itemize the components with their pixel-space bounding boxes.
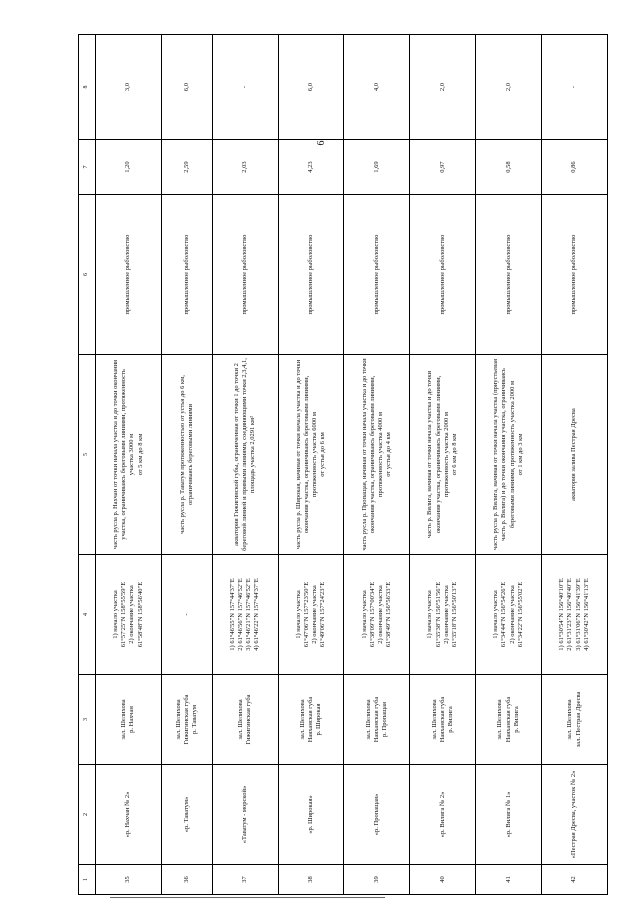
area-description: часть русла р. Нахчан от точки начала участка и до точки окончания участка, ограничиваясь береговыми линиями, протяженность участка 3000 м от 5 км до 8 км [96,355,162,555]
area-name: «Пестрая Дресва, участок № 2» [542,765,608,865]
page-number: 6 [316,140,327,146]
table-row [96,35,162,895]
area-name: «р. Вилига № 1» [476,765,542,865]
area-amount: 6,0 [278,35,344,140]
area-location: зал. Шелихова Гижигинская губа р. Таватум [161,675,212,765]
area-purpose: промышленное рыболовство [542,195,608,355]
row-number: 42 [542,865,608,895]
table-row [161,35,212,895]
area-coordinates: 1) 61°46'55"N 157°44'37"E 2) 61°46'56"N 157°46'52"E 3) 61°46'21"N 157°46'52"E 4) 61°46'22"N 157°44'37"E [212,555,278,675]
area-amount: 2,0 [410,35,476,140]
area-purpose: промышленное рыболовство [161,195,212,355]
rotated-table-container [78,35,608,895]
table-row [344,35,410,895]
header-row [79,35,96,895]
area-size: 2,59 [161,140,212,195]
table-row [278,35,344,895]
row-number: 35 [96,865,162,895]
area-location: зал. Шелихова зал. Пестрая Дресва [542,675,608,765]
area-location: зал. Шелихова Гижигинская губа [212,675,278,765]
area-purpose: промышленное рыболовство [344,195,410,355]
table-row [476,35,542,895]
area-amount: 3,0 [96,35,162,140]
area-description: акватория Гижигинской губы, ограниченная от точки 1 до точки 2 береговой линией и прямыми линиями, соединяющими точки 2,3,4,1, площадь участка 2,0291 км² [212,355,278,555]
area-coordinates: 1) начало участка 61°34'44"N 156°54'26"E 2) окончание участка 61°34'22"N 156°55'02"E [476,555,542,675]
header-cell: 2 [79,765,96,865]
area-description: часть русла р. Вилига, начиная от точки начала участка (приустьевая часть р. Вилига) и до точки окончания участка, ограничиваясь береговыми линиями, протяженность участка 2000 м от 1 км до 3 км [476,355,542,555]
table-row [410,35,476,895]
row-number: 38 [278,865,344,895]
header-cell: 5 [79,355,96,555]
area-size: 4,23 [278,140,344,195]
row-number: 41 [476,865,542,895]
area-coordinates: 1) начало участка 61°57'25"N 158°55'59"E 2) окончание участка 61°58'48"N 158°56'40"E [96,555,162,675]
area-size: 0,58 [476,140,542,195]
row-number: 36 [161,865,212,895]
area-amount: 6,0 [161,35,212,140]
area-size: 2,03 [212,140,278,195]
area-name: «р. Вилига № 2» [410,765,476,865]
area-purpose: промышленное рыболовство [96,195,162,355]
table-row [212,35,278,895]
area-location: зал. Шелихова р. Нахчан [96,675,162,765]
area-description: часть русла р. Таватум протяженностью от устья до 6 км, ограничиваясь береговыми линиями [161,355,212,555]
area-name: «р. Широкая» [278,765,344,865]
area-purpose: промышленное рыболовство [212,195,278,355]
area-description: часть русла р. Пропащая, начиная от точки начала участка и до точки окончания участка, ограничиваясь береговыми линиями, протяженность участка 4000 м от устья до 4 км [344,355,410,555]
area-size: 1,69 [344,140,410,195]
area-name: «Таватум - морской» [212,765,278,865]
area-coordinates: 1) начало участка 61°38'09"N 157°00'34"E 2) окончание участка 61°38'49"N 156°56'33"E [344,555,410,675]
area-coordinates: - [161,555,212,675]
header-cell: 7 [79,140,96,195]
row-number: 40 [410,865,476,895]
table-row [542,35,608,895]
area-coordinates: 1) начало участка 61°47'06"N 157°23'50"E 2) окончание участка 61°49'06"N 157°24'23"E [278,555,344,675]
area-coordinates: 1) начало участка 61°35'38"N 156°51'56"E 2) окончание участка 61°35'18"N 156°50'13"E [410,555,476,675]
bottom-divider [110,897,385,898]
area-name: «р. Таватум» [161,765,212,865]
area-location: зал. Шелихова Наяханская губа р. Вилига [410,675,476,765]
fishing-areas-table [78,34,608,895]
area-description: часть р. Вилига, начиная от точки начала участка и до точки окончания участка, ограничиваясь береговыми линиями, протяженность участка 2000 м от 6 км до 8 км [410,355,476,555]
area-size: 1,20 [96,140,162,195]
area-coordinates: 1) 61°30'54"N 156°40'10"E 2) 61°31'23"N 156°40'40"E 3) 61°31'06"N 156°41'39"E 4) 61°30'42"N 156°41'13"E [542,555,608,675]
area-purpose: промышленное рыболовство [278,195,344,355]
area-name: «р. Пропащая» [344,765,410,865]
area-location: зал. Шелихова Наяханская губа р. Вилига [476,675,542,765]
area-amount: - [212,35,278,140]
header-cell: 8 [79,35,96,140]
header-cell: 6 [79,195,96,355]
header-cell: 4 [79,555,96,675]
area-size: 0,97 [410,140,476,195]
header-cell: 1 [79,865,96,895]
area-purpose: промышленное рыболовство [410,195,476,355]
area-size: 0,86 [542,140,608,195]
row-number: 39 [344,865,410,895]
area-amount: 2,0 [476,35,542,140]
area-description: акватория залива Пестрая Дресва [542,355,608,555]
header-cell: 3 [79,675,96,765]
area-name: «р. Нахчан № 2» [96,765,162,865]
area-purpose: промышленное рыболовство [476,195,542,355]
area-description: часть русла р. Широкая, начиная от точки начала участка и до точки окончания участка, ограничиваясь береговыми линиями, протяженность участка 6000 м от устья до 6 км [278,355,344,555]
area-amount: - [542,35,608,140]
row-number: 37 [212,865,278,895]
area-location: зал. Шелихова Наяханская губа р. Пропащая [344,675,410,765]
area-location: зал. Шелихова Наяханская губа р. Широкая [278,675,344,765]
area-amount: 4,0 [344,35,410,140]
